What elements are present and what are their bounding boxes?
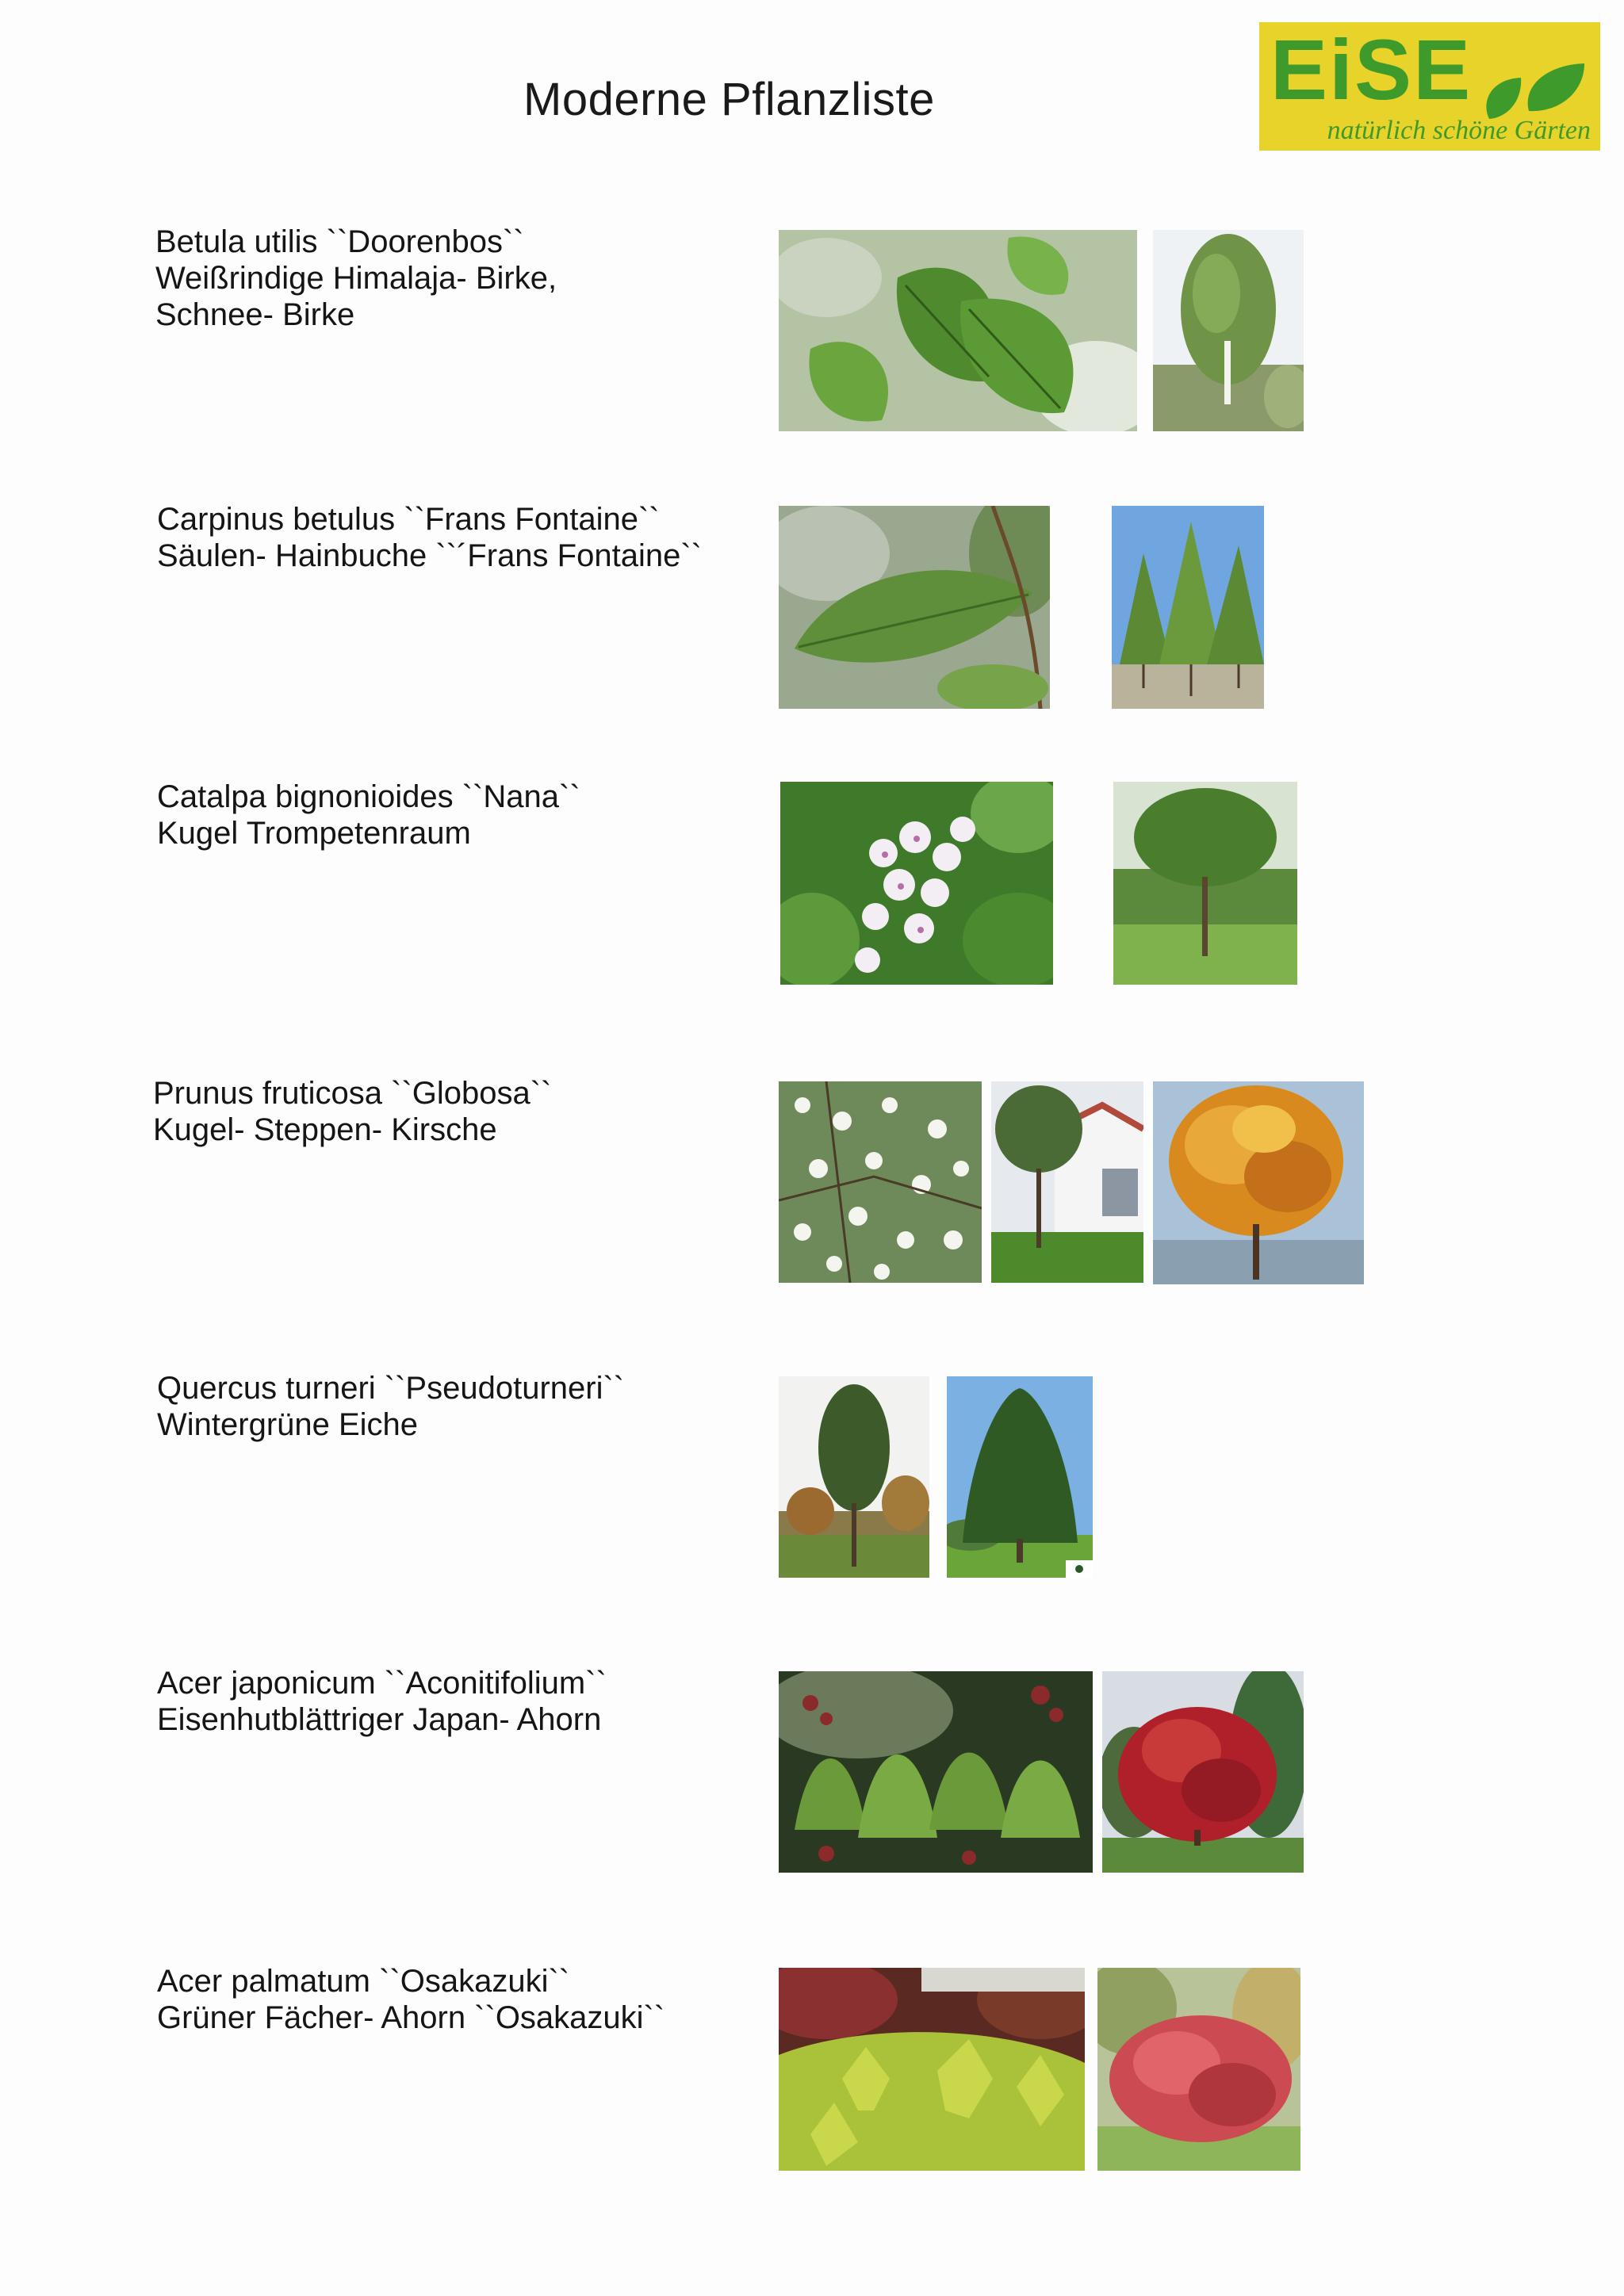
plant-common-name: Weißrindige Himalaja- Birke, (155, 261, 557, 296)
plant-common-name: Kugel- Steppen- Kirsche (153, 1112, 497, 1147)
plant-botanical-name: Carpinus betulus ``Frans Fontaine`` (157, 502, 660, 537)
birch-leaves-photo (779, 230, 1137, 431)
plant-common-name: Wintergrüne Eiche (157, 1407, 419, 1442)
birch-tree-photo (1153, 230, 1304, 431)
catalpa-flowers-photo (780, 782, 1053, 985)
plant-common-name: Säulen- Hainbuche ``´Frans Fontaine`` (157, 538, 702, 573)
plant-botanical-name: Acer japonicum ``Aconitifolium`` (157, 1666, 607, 1701)
cherry-autumn-tree-photo (1153, 1081, 1364, 1284)
plant-common-name: Schnee- Birke (155, 297, 355, 332)
eise-logo (1259, 22, 1600, 151)
oak-conical-tree-photo (947, 1376, 1093, 1578)
palmatum-red-shrub-photo (1097, 1968, 1300, 2171)
cherry-blossom-photo (779, 1081, 982, 1283)
oak-nursery-trees-photo (779, 1376, 929, 1578)
plant-botanical-name: Quercus turneri ``Pseudoturneri`` (157, 1371, 625, 1406)
hornbeam-column-trees-photo (1112, 506, 1264, 709)
plant-entry-acer-palmatum (157, 1963, 665, 2036)
plant-botanical-name: Acer palmatum ``Osakazuki`` (157, 1964, 570, 1999)
logo-wordmark: EiSE (1270, 21, 1473, 117)
palmatum-green-leaves-photo (779, 1968, 1085, 2171)
plant-entry-acer-japonicum (157, 1665, 607, 1738)
maple-red-tree-photo (1102, 1671, 1304, 1873)
plant-entry-prunus (153, 1075, 551, 1148)
plant-entry-catalpa (157, 779, 580, 851)
plant-entry-betula (155, 224, 557, 333)
plant-botanical-name: Prunus fruticosa ``Globosa`` (153, 1076, 552, 1111)
logo-tagline: natürlich schöne Gärten (1327, 116, 1591, 145)
plant-common-name: Eisenhutblättriger Japan- Ahorn (157, 1702, 602, 1737)
page-title: Moderne Pflanzliste (523, 74, 935, 125)
plant-botanical-name: Catalpa bignonioides ``Nana`` (157, 779, 580, 814)
plant-botanical-name: Betula utilis ``Doorenbos`` (155, 224, 524, 259)
plant-entry-quercus (157, 1370, 624, 1443)
plant-common-name: Kugel Trompetenraum (157, 816, 471, 851)
plant-common-name: Grüner Fächer- Ahorn ``Osakazuki`` (157, 2000, 665, 2035)
maple-leaves-seeds-photo (779, 1671, 1093, 1873)
catalpa-ball-tree-photo (1113, 782, 1297, 985)
plant-entry-carpinus (157, 501, 702, 574)
cherry-ball-tree-house-photo (991, 1081, 1143, 1283)
hornbeam-leaf-photo (779, 506, 1050, 709)
